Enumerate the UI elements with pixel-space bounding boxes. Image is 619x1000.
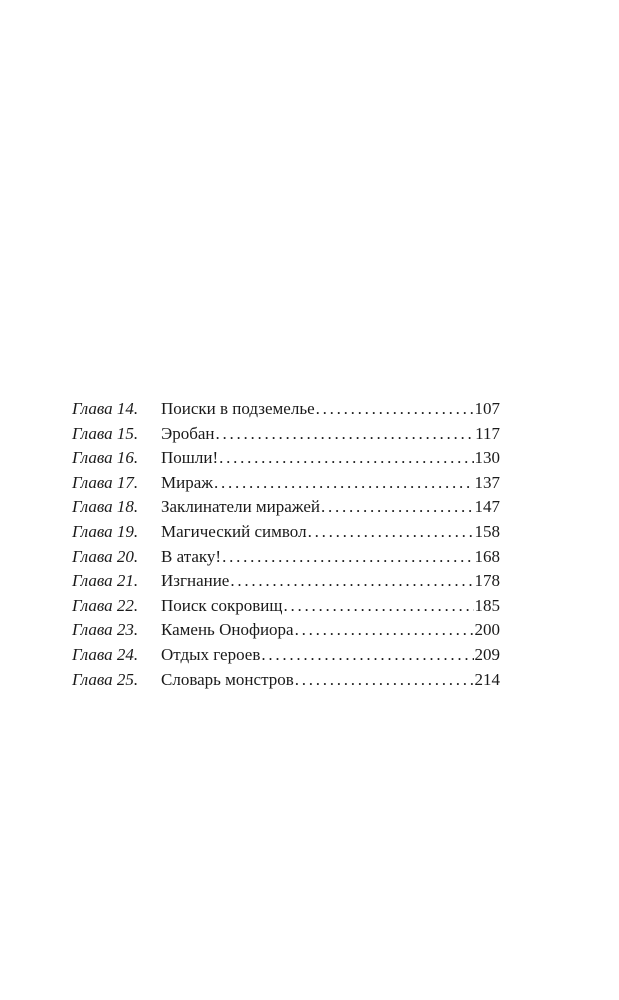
page-number: 185 [474, 595, 500, 615]
dot-leader [222, 545, 473, 570]
chapter-title: Мираж [161, 472, 214, 492]
toc-entry[interactable] [72, 471, 500, 496]
table-of-contents [72, 397, 500, 692]
toc-entry[interactable] [72, 520, 500, 545]
toc-entry[interactable] [72, 668, 500, 693]
toc-entry[interactable] [72, 643, 500, 668]
page-number: 209 [474, 644, 500, 664]
chapter-title: Эробан [161, 423, 215, 443]
chapter-title: Пошли! [161, 448, 219, 468]
page-number: 130 [474, 448, 500, 468]
chapter-number: Глава 15. [72, 423, 139, 443]
dot-leader [214, 471, 473, 496]
chapter-number: Глава 19. [72, 521, 139, 541]
toc-entry[interactable] [72, 618, 500, 643]
chapter-number: Глава 21. [72, 571, 139, 591]
page-number: 200 [474, 620, 500, 640]
page-number: 137 [474, 472, 500, 492]
page-number: 117 [475, 423, 500, 443]
chapter-number: Глава 20. [72, 546, 139, 566]
dot-leader [219, 446, 473, 471]
chapter-number: Глава 23. [72, 620, 139, 640]
chapter-number: Глава 17. [72, 472, 139, 492]
dot-leader [261, 643, 473, 668]
chapter-number: Глава 25. [72, 669, 139, 689]
chapter-number: Глава 22. [72, 595, 139, 615]
dot-leader [316, 397, 474, 422]
page-number: 147 [474, 497, 500, 517]
toc-entry[interactable] [72, 545, 500, 570]
toc-entry[interactable] [72, 569, 500, 594]
toc-entry[interactable] [72, 495, 500, 520]
dot-leader [283, 594, 473, 619]
chapter-title: В атаку! [161, 546, 222, 566]
dot-leader [216, 422, 475, 447]
chapter-title: Изгнание [161, 571, 230, 591]
toc-entry[interactable] [72, 446, 500, 471]
page-number: 178 [474, 571, 500, 591]
chapter-title: Камень Онофиора [161, 620, 294, 640]
dot-leader [295, 668, 474, 693]
dot-leader [295, 618, 474, 643]
dot-leader [230, 569, 473, 594]
dot-leader [308, 520, 474, 545]
chapter-number: Глава 18. [72, 497, 139, 517]
page-number: 158 [474, 521, 500, 541]
chapter-title: Заклинатели миражей [161, 497, 320, 517]
toc-entry[interactable] [72, 422, 500, 447]
chapter-number: Глава 24. [72, 644, 139, 664]
chapter-title: Поиски в подземелье [161, 399, 315, 418]
chapter-title: Магический символ [161, 521, 307, 541]
chapter-number: Глава 16. [72, 448, 139, 468]
page-number: 214 [474, 669, 500, 689]
page-number: 107 [474, 399, 500, 418]
toc-entry[interactable] [72, 397, 500, 422]
chapter-title: Отдых героев [161, 644, 261, 664]
dot-leader [321, 495, 474, 520]
chapter-number: Глава 14. [72, 399, 139, 418]
page-number: 168 [474, 546, 500, 566]
chapter-title: Словарь монстров [161, 669, 294, 689]
toc-entry[interactable] [72, 594, 500, 619]
chapter-title: Поиск сокровищ [161, 595, 283, 615]
